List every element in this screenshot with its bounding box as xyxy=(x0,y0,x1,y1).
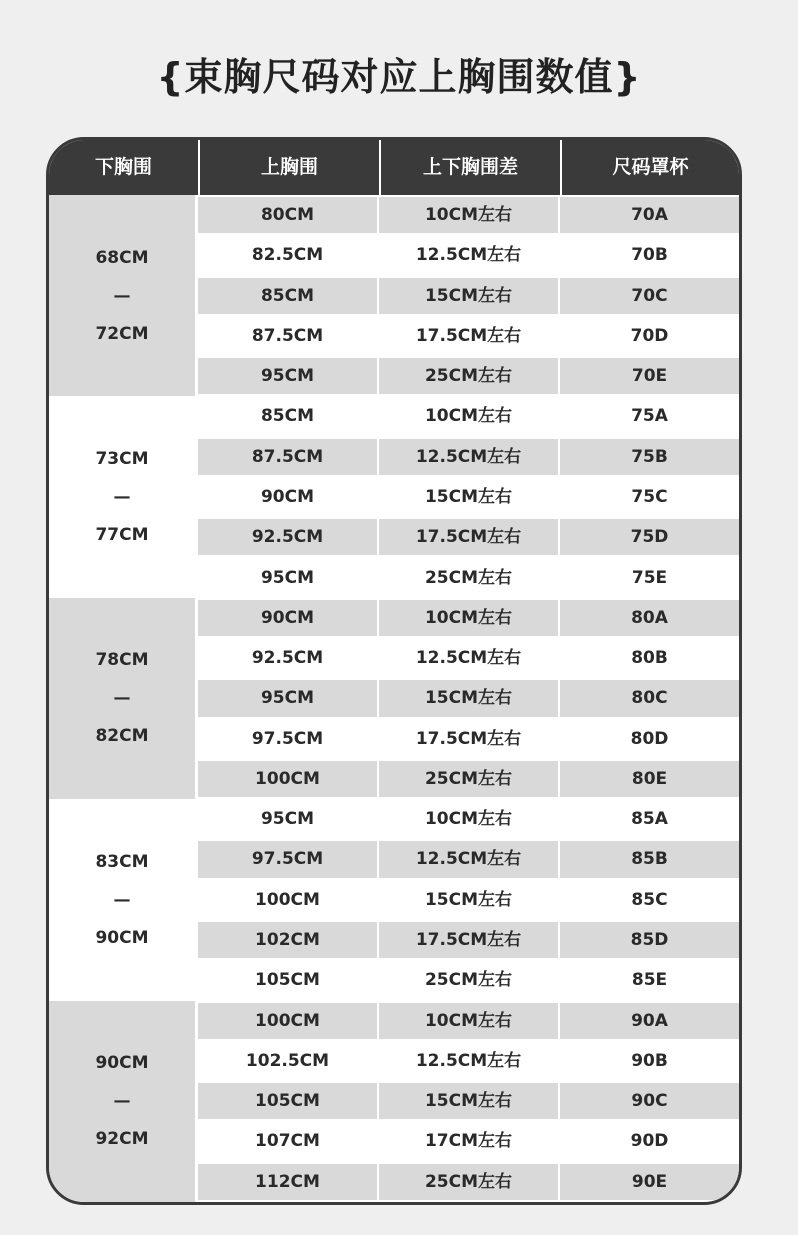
table-row xyxy=(198,1081,739,1121)
bust-difference-cell: 10CM左右 xyxy=(379,398,558,434)
cup-size-cell: 70A xyxy=(560,197,739,233)
header-bust-difference: 上下胸围差 xyxy=(422,156,518,178)
cup-size-cell: 70E xyxy=(560,358,739,394)
upper-bust-cell: 92.5CM xyxy=(198,519,377,555)
bust-difference-cell: 10CM左右 xyxy=(379,600,558,636)
table-row xyxy=(198,195,739,235)
range-separator: — xyxy=(113,285,131,306)
table-row xyxy=(198,517,739,557)
bust-difference-cell: 25CM左右 xyxy=(379,358,558,394)
bust-difference-cell: 17.5CM左右 xyxy=(379,519,558,555)
under-bust-range xyxy=(49,598,195,799)
bust-difference-cell: 17CM左右 xyxy=(379,1123,558,1159)
bust-difference-cell: 17.5CM左右 xyxy=(379,721,558,757)
bust-difference-cell: 10CM左右 xyxy=(379,1003,558,1039)
table-body xyxy=(49,195,739,1202)
bust-difference-cell: 17.5CM左右 xyxy=(379,318,558,354)
bust-difference-cell: 12.5CM左右 xyxy=(379,640,558,676)
cup-size-cell: 90E xyxy=(560,1164,739,1200)
size-group xyxy=(49,396,739,597)
table-row xyxy=(198,316,739,356)
cup-size-cell: 75A xyxy=(560,398,739,434)
cup-size-cell: 75C xyxy=(560,479,739,515)
cup-size-cell: 85E xyxy=(560,962,739,998)
table-row xyxy=(198,437,739,477)
upper-bust-cell: 102CM xyxy=(198,922,377,958)
bust-difference-cell: 25CM左右 xyxy=(379,560,558,596)
upper-bust-cell: 95CM xyxy=(198,801,377,837)
header-under-bust: 下胸围 xyxy=(94,156,152,178)
table-row xyxy=(198,1001,739,1041)
upper-bust-cell: 92.5CM xyxy=(198,640,377,676)
table-row xyxy=(198,759,739,799)
cup-size-cell: 85A xyxy=(560,801,739,837)
size-group xyxy=(49,1001,739,1202)
page-title: {束胸尺码对应上胸围数值} xyxy=(156,55,642,99)
cup-size-cell: 90D xyxy=(560,1123,739,1159)
upper-bust-cell: 97.5CM xyxy=(198,721,377,757)
table-row xyxy=(198,558,739,598)
cup-size-cell: 80A xyxy=(560,600,739,636)
cup-size-cell: 90C xyxy=(560,1083,739,1119)
table-row xyxy=(198,356,739,396)
upper-bust-cell: 112CM xyxy=(198,1164,377,1200)
range-separator: — xyxy=(113,1091,131,1112)
size-group xyxy=(49,598,739,799)
upper-bust-cell: 100CM xyxy=(198,1003,377,1039)
upper-bust-cell: 85CM xyxy=(198,398,377,434)
cup-size-cell: 75E xyxy=(560,560,739,596)
cup-size-cell: 75D xyxy=(560,519,739,555)
cup-size-cell: 85C xyxy=(560,882,739,918)
table-row xyxy=(198,678,739,718)
table-row xyxy=(198,719,739,759)
header-cup-size: 尺码罩杯 xyxy=(612,156,689,178)
upper-bust-cell: 95CM xyxy=(198,358,377,394)
table-row xyxy=(198,638,739,678)
under-bust-from: 78CM xyxy=(95,650,149,671)
table-row xyxy=(198,276,739,316)
bust-difference-cell: 10CM左右 xyxy=(379,197,558,233)
table-row xyxy=(198,396,739,436)
range-separator: — xyxy=(113,889,131,910)
upper-bust-cell: 95CM xyxy=(198,560,377,596)
under-bust-to: 92CM xyxy=(95,1129,149,1150)
upper-bust-cell: 80CM xyxy=(198,197,377,233)
upper-bust-cell: 82.5CM xyxy=(198,237,377,273)
upper-bust-cell: 87.5CM xyxy=(198,318,377,354)
cup-size-cell: 80D xyxy=(560,721,739,757)
header-upper-bust: 上胸围 xyxy=(260,156,318,178)
table-row xyxy=(198,799,739,839)
bust-difference-cell: 15CM左右 xyxy=(379,1083,558,1119)
upper-bust-cell: 105CM xyxy=(198,962,377,998)
under-bust-range xyxy=(49,1001,195,1202)
cup-size-cell: 70B xyxy=(560,237,739,273)
bust-difference-cell: 12.5CM左右 xyxy=(379,439,558,475)
table-header xyxy=(49,140,739,195)
under-bust-range xyxy=(49,396,195,597)
bust-difference-cell: 25CM左右 xyxy=(379,962,558,998)
range-separator: — xyxy=(113,688,131,709)
bust-difference-cell: 12.5CM左右 xyxy=(379,841,558,877)
size-table xyxy=(46,137,742,1205)
upper-bust-cell: 90CM xyxy=(198,479,377,515)
table-row xyxy=(198,880,739,920)
cup-size-cell: 70D xyxy=(560,318,739,354)
range-separator: — xyxy=(113,487,131,508)
upper-bust-cell: 95CM xyxy=(198,680,377,716)
cup-size-cell: 80C xyxy=(560,680,739,716)
upper-bust-cell: 100CM xyxy=(198,761,377,797)
cup-size-cell: 80E xyxy=(560,761,739,797)
under-bust-to: 77CM xyxy=(95,525,149,546)
under-bust-from: 90CM xyxy=(95,1053,149,1074)
table-row xyxy=(198,839,739,879)
bust-difference-cell: 12.5CM左右 xyxy=(379,1043,558,1079)
bust-difference-cell: 25CM左右 xyxy=(379,1164,558,1200)
table-row xyxy=(198,1162,739,1202)
upper-bust-cell: 102.5CM xyxy=(198,1043,377,1079)
upper-bust-cell: 107CM xyxy=(198,1123,377,1159)
cup-size-cell: 75B xyxy=(560,439,739,475)
bust-difference-cell: 25CM左右 xyxy=(379,761,558,797)
bust-difference-cell: 10CM左右 xyxy=(379,801,558,837)
under-bust-to: 82CM xyxy=(95,726,149,747)
cup-size-cell: 90B xyxy=(560,1043,739,1079)
under-bust-from: 73CM xyxy=(95,449,149,470)
bust-difference-cell: 12.5CM左右 xyxy=(379,237,558,273)
size-group xyxy=(49,195,739,396)
upper-bust-cell: 100CM xyxy=(198,882,377,918)
table-row xyxy=(198,960,739,1000)
under-bust-from: 68CM xyxy=(95,247,149,268)
upper-bust-cell: 105CM xyxy=(198,1083,377,1119)
bust-difference-cell: 17.5CM左右 xyxy=(379,922,558,958)
table-row xyxy=(198,598,739,638)
cup-size-cell: 90A xyxy=(560,1003,739,1039)
cup-size-cell: 70C xyxy=(560,278,739,314)
under-bust-range xyxy=(49,195,195,396)
bust-difference-cell: 15CM左右 xyxy=(379,680,558,716)
upper-bust-cell: 97.5CM xyxy=(198,841,377,877)
table-row xyxy=(198,477,739,517)
table-row xyxy=(198,1121,739,1161)
upper-bust-cell: 90CM xyxy=(198,600,377,636)
cup-size-cell: 85D xyxy=(560,922,739,958)
cup-size-cell: 85B xyxy=(560,841,739,877)
size-group xyxy=(49,799,739,1000)
under-bust-to: 90CM xyxy=(95,927,149,948)
under-bust-range xyxy=(49,799,195,1000)
bust-difference-cell: 15CM左右 xyxy=(379,882,558,918)
bust-difference-cell: 15CM左右 xyxy=(379,479,558,515)
table-row xyxy=(198,1041,739,1081)
upper-bust-cell: 87.5CM xyxy=(198,439,377,475)
bust-difference-cell: 15CM左右 xyxy=(379,278,558,314)
table-row xyxy=(198,235,739,275)
cup-size-cell: 80B xyxy=(560,640,739,676)
upper-bust-cell: 85CM xyxy=(198,278,377,314)
under-bust-from: 83CM xyxy=(95,851,149,872)
table-row xyxy=(198,920,739,960)
under-bust-to: 72CM xyxy=(95,323,149,344)
